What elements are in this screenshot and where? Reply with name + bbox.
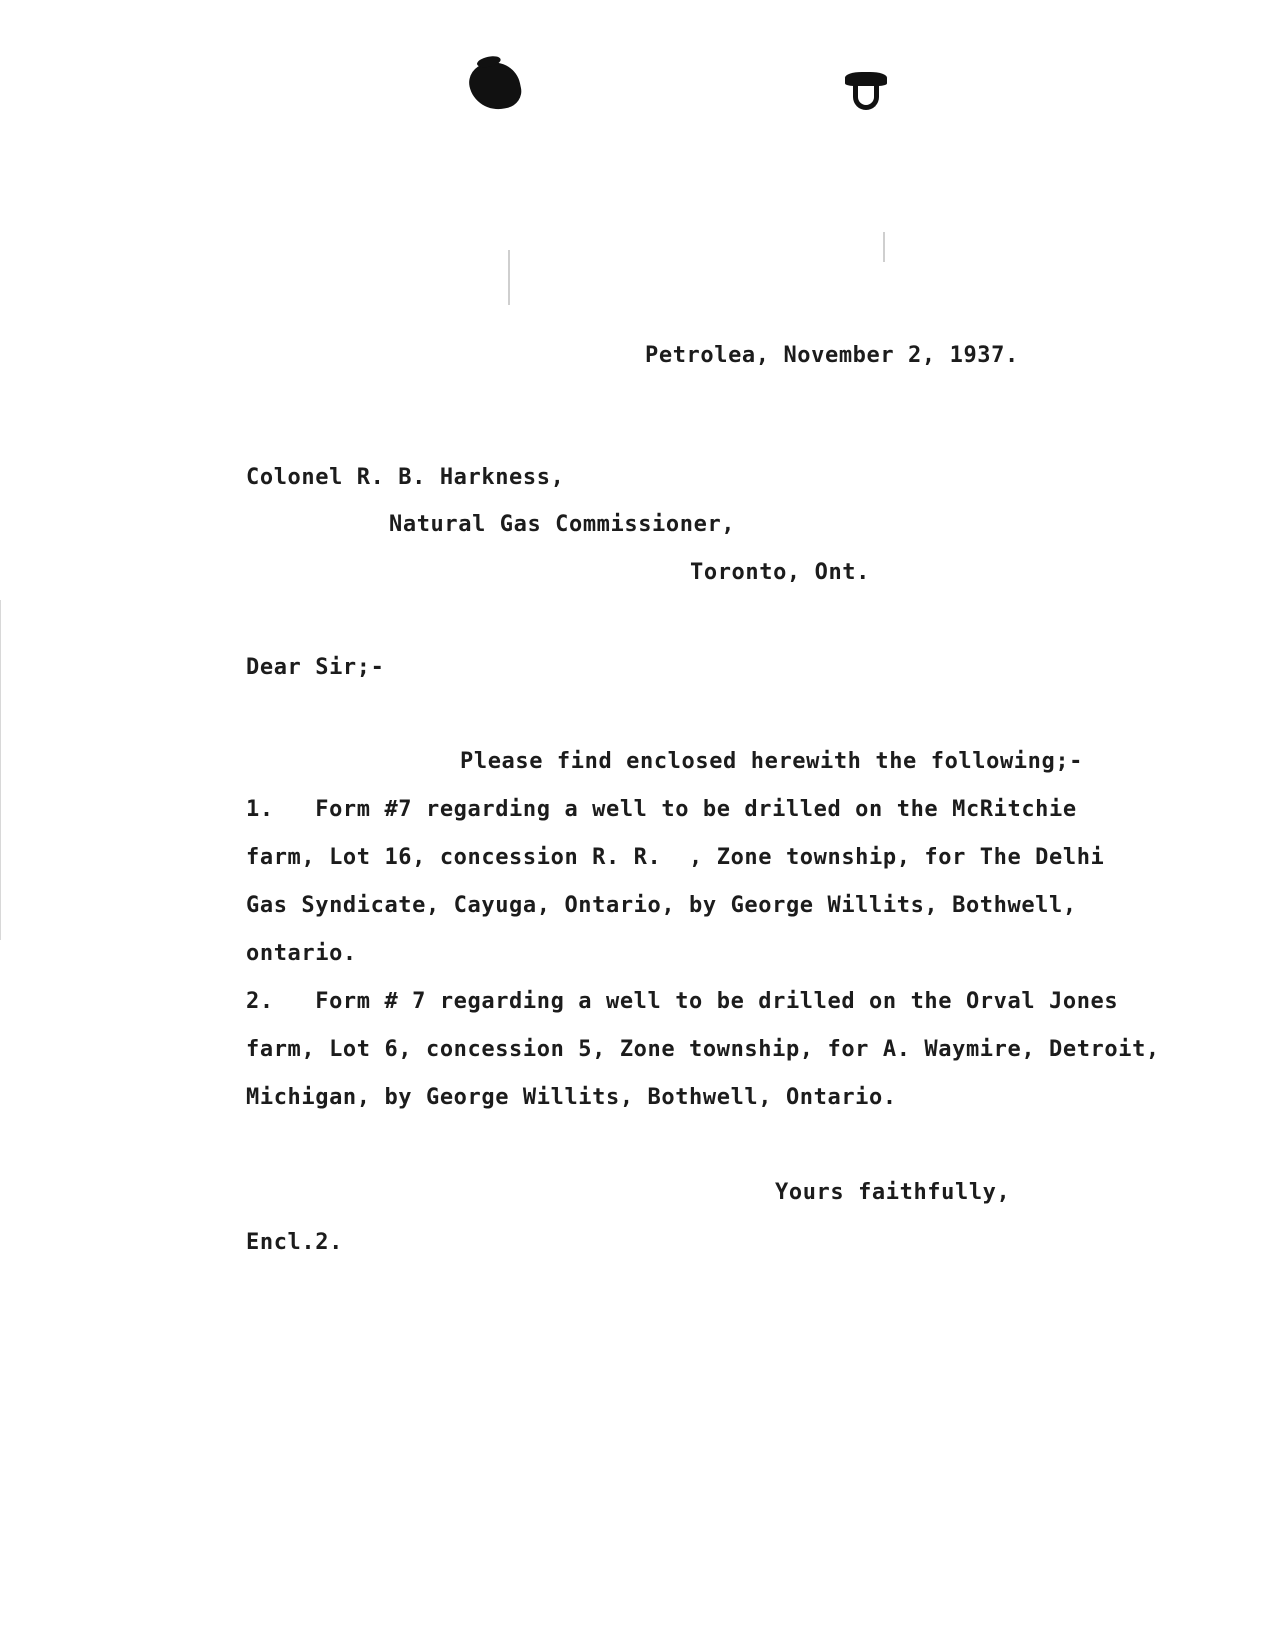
- item2-line1: 2. Form # 7 regarding a well to be drilled on the Orval Jones: [246, 989, 1119, 1014]
- punch-hole-right: [845, 72, 887, 110]
- item1-line1: 1. Form #7 regarding a well to be drilled on the McRitchie: [246, 797, 1077, 822]
- item1-line3: Gas Syndicate, Cayuga, Ontario, by George Willits, Bothwell,: [246, 893, 1077, 918]
- paper-edge-shadow: [0, 600, 1, 940]
- paper-mark: [508, 250, 510, 305]
- item2-line2: farm, Lot 6, concession 5, Zone township, for A. Waymire, Detroit,: [246, 1037, 1160, 1062]
- intro-line: Please find enclosed herewith the following;-: [460, 749, 1084, 774]
- salutation: Dear Sir;-: [246, 655, 385, 680]
- paper-mark: [883, 232, 885, 262]
- recipient-city: Toronto, Ont.: [690, 560, 870, 585]
- date-line: Petrolea, November 2, 1937.: [645, 343, 1019, 368]
- item1-line4: ontario.: [246, 941, 357, 966]
- item2-line3: Michigan, by George Willits, Bothwell, Ontario.: [246, 1085, 897, 1110]
- item1-line2: farm, Lot 16, concession R. R. , Zone township, for The Delhi: [246, 845, 1105, 870]
- recipient-title: Natural Gas Commissioner,: [389, 512, 736, 537]
- closing: Yours faithfully,: [775, 1180, 1011, 1205]
- punch-hole-left: [466, 57, 525, 114]
- recipient-name: Colonel R. B. Harkness,: [246, 465, 565, 490]
- enclosure-note: Encl.2.: [246, 1230, 343, 1255]
